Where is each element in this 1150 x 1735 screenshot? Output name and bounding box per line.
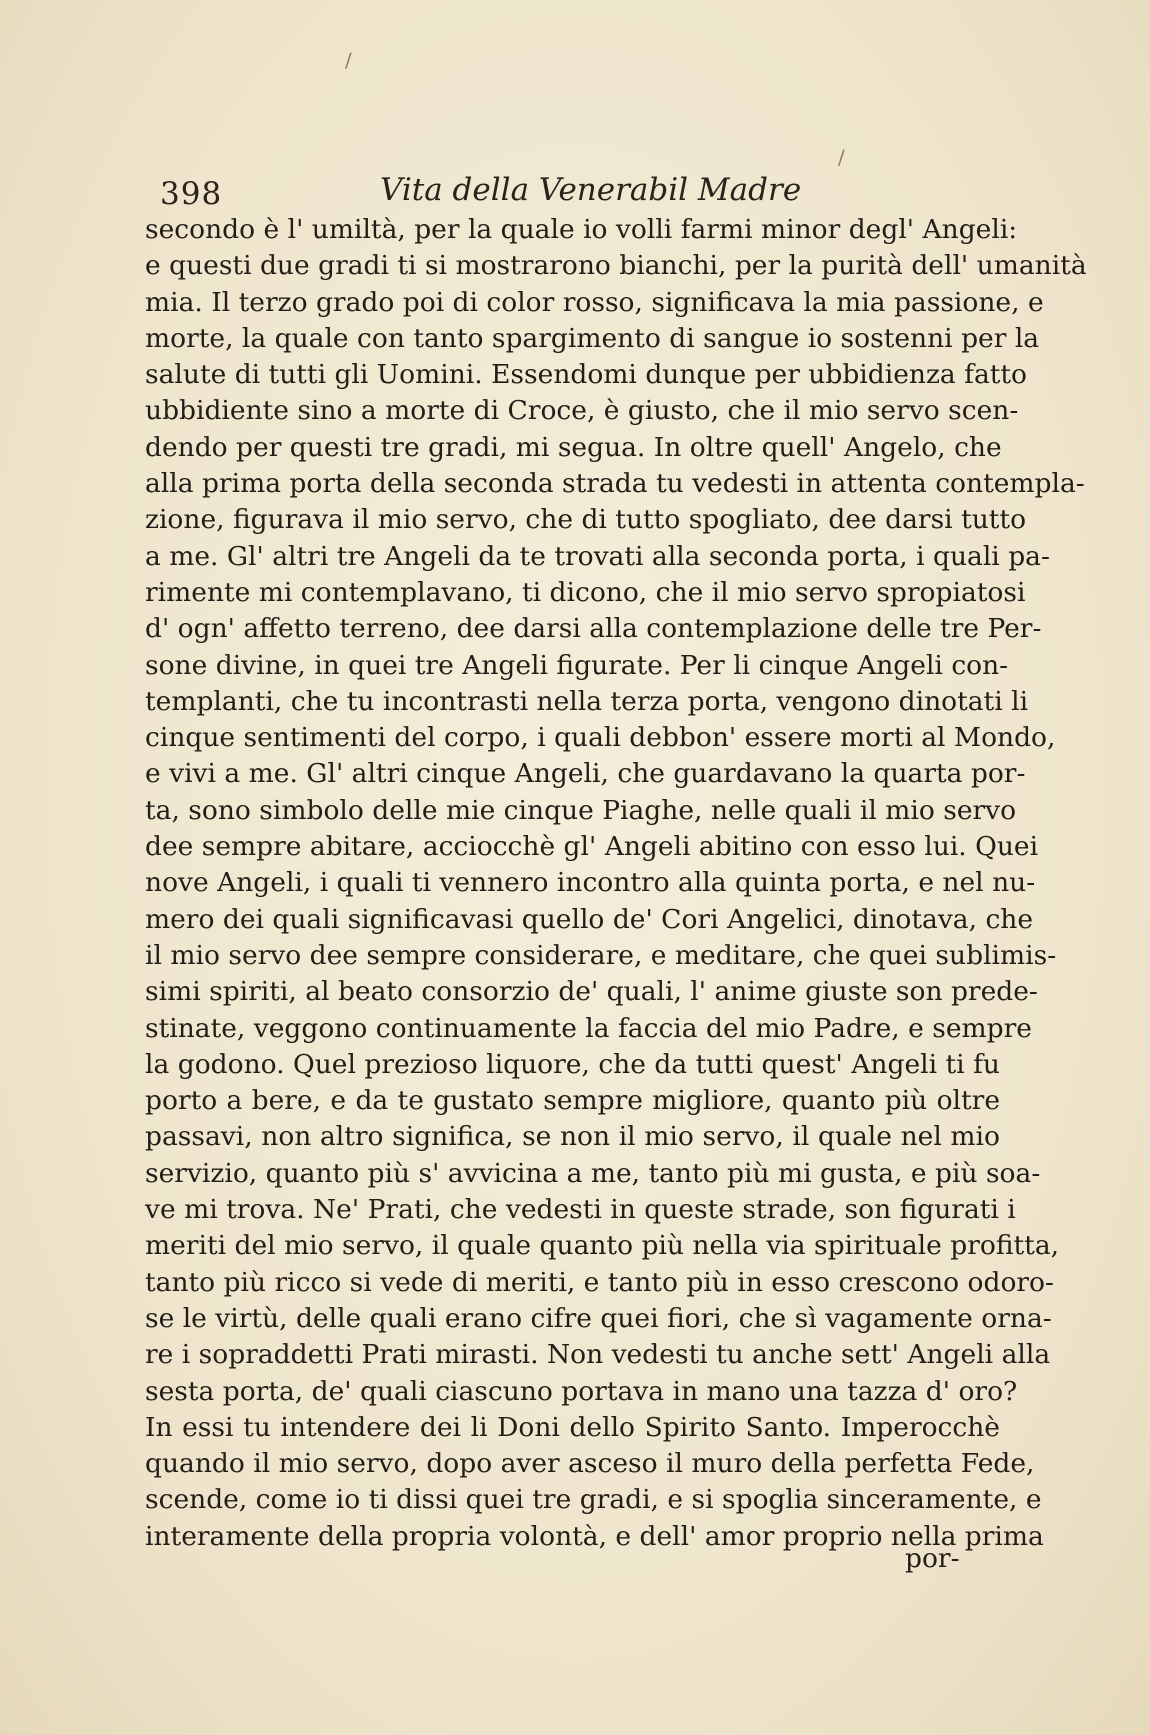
running-title: Vita della Venerabil Madre	[380, 172, 802, 208]
text-line: tanto più ricco si vede di meriti, e tanto più in esso crescono odoro-	[145, 1266, 1054, 1298]
text-line: se le virtù, delle quali erano cifre quei fiori, che sì vagamente orna-	[145, 1302, 1052, 1334]
text-line: re i sopraddetti Prati mirasti. Non vedesti tu anche sett' Angeli alla	[145, 1339, 1051, 1371]
text-line: a me. Gl' altri tre Angeli da te trovati alla seconda porta, i quali pa-	[145, 540, 1050, 572]
text-line: salute di tutti gli Uomini. Essendomi dunque per ubbidienza fatto	[145, 359, 1028, 391]
body-text	[145, 212, 1087, 1555]
text-line: rimente mi contemplavano, ti dicono, che il mio servo spropiatosi	[145, 576, 1026, 608]
text-line: simi spiriti, al beato consorzio de' quali, l' anime giuste son prede-	[145, 976, 1038, 1008]
text-line: d' ogn' affetto terreno, dee darsi alla contemplazione delle tre Per-	[145, 613, 1042, 645]
text-line: il mio servo dee sempre considerare, e meditare, che quei sublimis-	[145, 939, 1057, 971]
text-line: cinque sentimenti del corpo, i quali debbon' essere morti al Mondo,	[145, 722, 1056, 754]
text-line: scende, come io ti dissi quei tre gradi, e si spoglia sinceramente, e	[145, 1484, 1042, 1516]
text-line: e vivi a me. Gl' altri cinque Angeli, che guardavano la quarta por-	[145, 758, 1026, 790]
text-line: mero dei quali significavasi quello de' Cori Angelici, dinotava, che	[145, 903, 1034, 935]
text-line: mia. Il terzo grado poi di color rosso, significava la mia passione, e	[145, 286, 1044, 318]
text-line: sesta porta, de' quali ciascuno portava in mano una tazza d' oro?	[145, 1375, 1018, 1407]
text-line: dendo per questi tre gradi, mi segua. In oltre quell' Angelo, che	[145, 431, 1002, 463]
page-header	[160, 168, 1000, 212]
text-line: templanti, che tu incontrasti nella terza porta, vengono dinotati li	[145, 685, 1029, 717]
text-line: morte, la quale con tanto spargimento di sangue io sostenni per la	[145, 322, 1040, 354]
text-line: porto a bere, e da te gustato sempre migliore, quanto più oltre	[145, 1085, 1000, 1117]
text-line: zione, figurava il mio servo, che di tutto spogliato, dee darsi tutto	[145, 504, 1027, 536]
text-line: sone divine, in quei tre Angeli figurate. Per li cinque Angeli con-	[145, 649, 1009, 681]
text-line: servizio, quanto più s' avvicina a me, tanto più mi gusta, e più soa-	[145, 1157, 1041, 1189]
text-line: stinate, veggono continuamente la faccia del mio Padre, e sempre	[145, 1012, 1032, 1044]
text-line: ubbidiente sino a morte di Croce, è giusto, che il mio servo scen-	[145, 395, 1019, 427]
text-line: alla prima porta della seconda strada tu vedesti in attenta contempla-	[145, 468, 1085, 500]
text-line: ve mi trova. Ne' Prati, che vedesti in queste strade, son figurati i	[145, 1194, 1016, 1226]
text-line: quando il mio servo, dopo aver asceso il muro della perfetta Fede,	[145, 1448, 1035, 1480]
text-line: interamente della propria volontà, e dell' amor proprio nella prima	[145, 1520, 1044, 1552]
text-line: la godono. Quel prezioso liquore, che da tutti quest' Angeli ti fu	[145, 1048, 1000, 1080]
page-number: 398	[160, 176, 223, 212]
text-line: ta, sono simbolo delle mie cinque Piaghe, nelle quali il mio servo	[145, 794, 1017, 826]
paper-speck: /	[838, 145, 845, 169]
text-line: e questi due gradi ti si mostrarono bianchi, per la purità dell' umanità	[145, 250, 1087, 282]
text-line: meriti del mio servo, il quale quanto più nella via spirituale profitta,	[145, 1230, 1060, 1262]
paper-speck: /	[345, 48, 352, 72]
text-line: nove Angeli, i quali ti vennero incontro alla quinta porta, e nel nu-	[145, 867, 1036, 899]
text-line: passavi, non altro significa, se non il mio servo, il quale nel mio	[145, 1121, 1000, 1153]
catchword: por-	[905, 1543, 960, 1574]
text-line: dee sempre abitare, acciocchè gl' Angeli abitino con esso lui. Quei	[145, 831, 1039, 863]
text-line: In essi tu intendere dei li Doni dello Spirito Santo. Imperocchè	[145, 1411, 1000, 1443]
text-line: secondo è l' umiltà, per la quale io volli farmi minor degl' Angeli:	[145, 214, 1018, 245]
